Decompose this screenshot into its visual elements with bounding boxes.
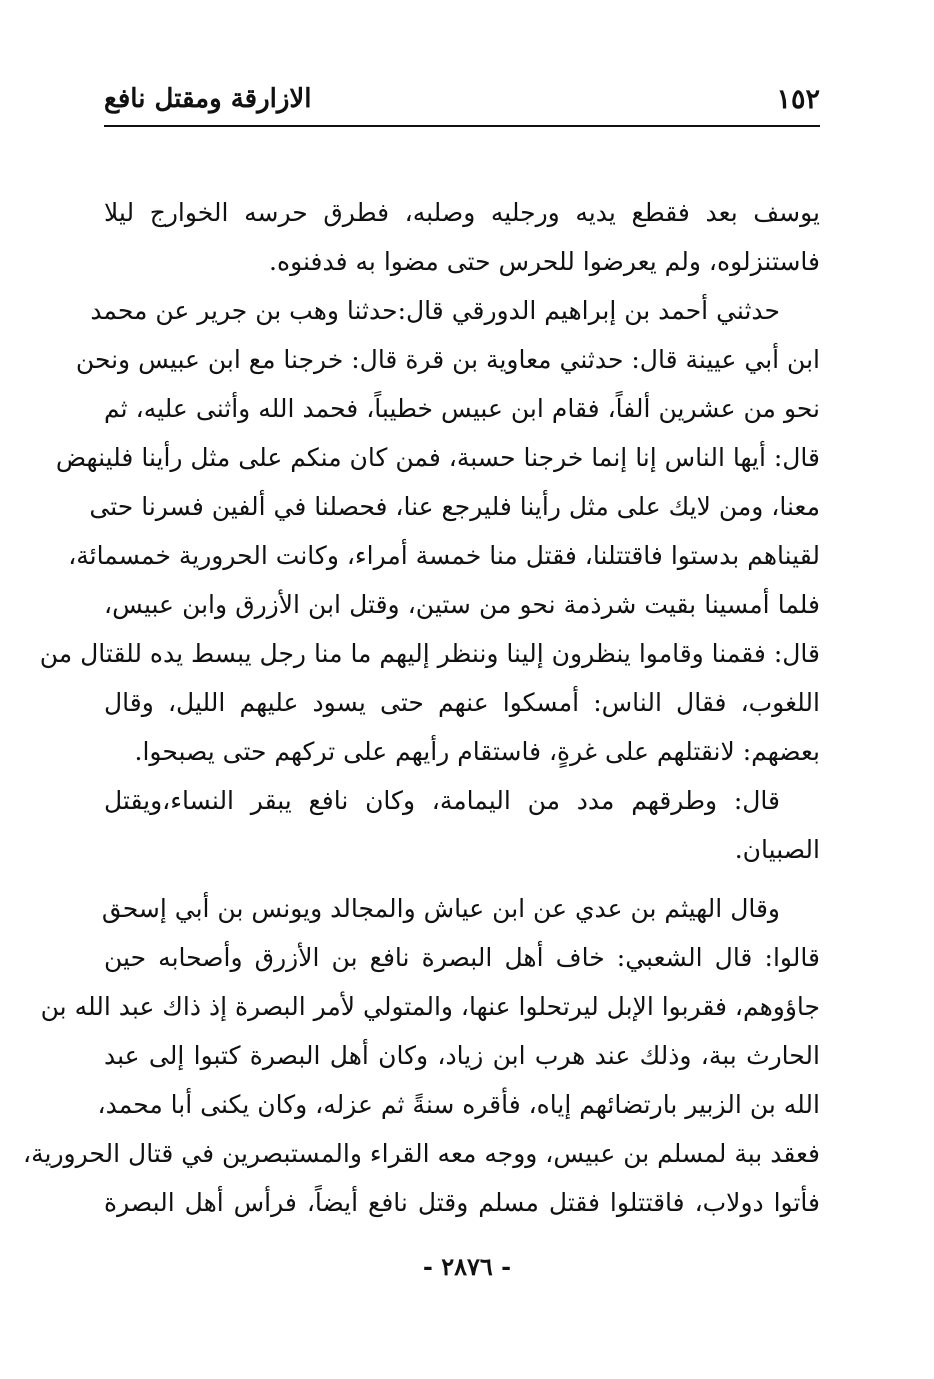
text-line: نحو من عشرين ألفاً، فقام ابن عبيس خطيباً، فحمد الله وأثنى عليه، ثم xyxy=(104,394,820,423)
text-line: قال: أيها الناس إنا إنما خرجنا حسبة، فمن كان منكم على مثل رأينا فلينهض xyxy=(55,443,820,472)
paragraph-2 xyxy=(39,286,820,776)
paragraph-1 xyxy=(104,188,820,286)
page-number: ١٥٢ xyxy=(776,84,820,115)
text-line: قالوا: قال الشعبي: خاف أهل البصرة نافع بن الأزرق وأصحابه حين xyxy=(104,943,820,972)
text-line: وقال الهيثم بن عدي عن ابن عياش والمجالد ويونس بن أبي إسحق xyxy=(101,894,780,923)
text-line: يوسف بعد فقطع يديه ورجليه وصلبه، فطرق حرسه الخوارج ليلا xyxy=(104,198,820,227)
text-line: فاستنزلوه، ولم يعرضوا للحرس حتى مضوا به فدفنوه. xyxy=(269,247,820,276)
running-title: الازارقة ومقتل نافع xyxy=(104,84,312,114)
text-line: الحارث ببة، وذلك عند هرب ابن زياد، وكان أهل البصرة كتبوا إلى عبد xyxy=(104,1041,820,1070)
text-line: جاؤوهم، فقربوا الإبل ليرتحلوا عنها، والمتولي لأمر البصرة إذ ذاك عبد الله بن xyxy=(40,992,820,1021)
text-line: فعقد ببة لمسلم بن عبيس، ووجه معه القراء والمستبصرين في قتال الحرورية، xyxy=(23,1139,820,1168)
text-line: حدثني أحمد بن إبراهيم الدورقي قال:حدثنا وهب بن جرير عن محمد xyxy=(90,296,780,325)
paragraph-3 xyxy=(104,776,820,874)
text-line: ابن أبي عيينة قال: حدثني معاوية بن قرة قال: خرجنا مع ابن عبيس ونحن xyxy=(75,345,820,374)
text-line: معنا، ومن لايك على مثل رأينا فليرجع عنا، فحصلنا في ألفين فسرنا حتى xyxy=(89,492,820,521)
body-text xyxy=(23,188,820,1227)
page-header xyxy=(104,78,820,122)
text-line: قال: فقمنا وقاموا ينظرون إلينا وننظر إليهم ما منا رجل يبسط يده للقتال من xyxy=(39,639,820,668)
text-line: بعضهم: لانقتلهم على غرةٍ، فاستقام رأيهم على تركهم حتى يصبحوا. xyxy=(134,737,820,766)
footer-page-number: - ٢٨٧٦ - xyxy=(422,1252,512,1281)
paragraph-gap xyxy=(104,874,820,884)
header-rule xyxy=(104,125,820,127)
text-line: لقيناهم بدستوا فاقتتلنا، فقتل منا خمسة أمراء، وكانت الحرورية خمسمائة، xyxy=(68,541,820,570)
text-line: الله بن الزبير بارتضائهم إياه، فأقره سنةً ثم عزله، وكان يكنى أبا محمد، xyxy=(97,1090,820,1119)
text-line: فلما أمسينا بقيت شرذمة نحو من ستين، وقتل ابن الأزرق وابن عبيس، xyxy=(104,590,820,619)
text-line: اللغوب، فقال الناس: أمسكوا عنهم حتى يسود عليهم الليل، وقال xyxy=(104,688,820,717)
paragraph-4 xyxy=(23,884,820,1227)
text-line: الصبيان. xyxy=(734,835,820,864)
text-line: فأتوا دولاب، فاقتتلوا فقتل مسلم وقتل نافع أيضاً، فرأس أهل البصرة xyxy=(104,1188,820,1217)
text-line: قال: وطرقهم مدد من اليمامة، وكان نافع يبقر النساء،ويقتل xyxy=(104,786,780,815)
